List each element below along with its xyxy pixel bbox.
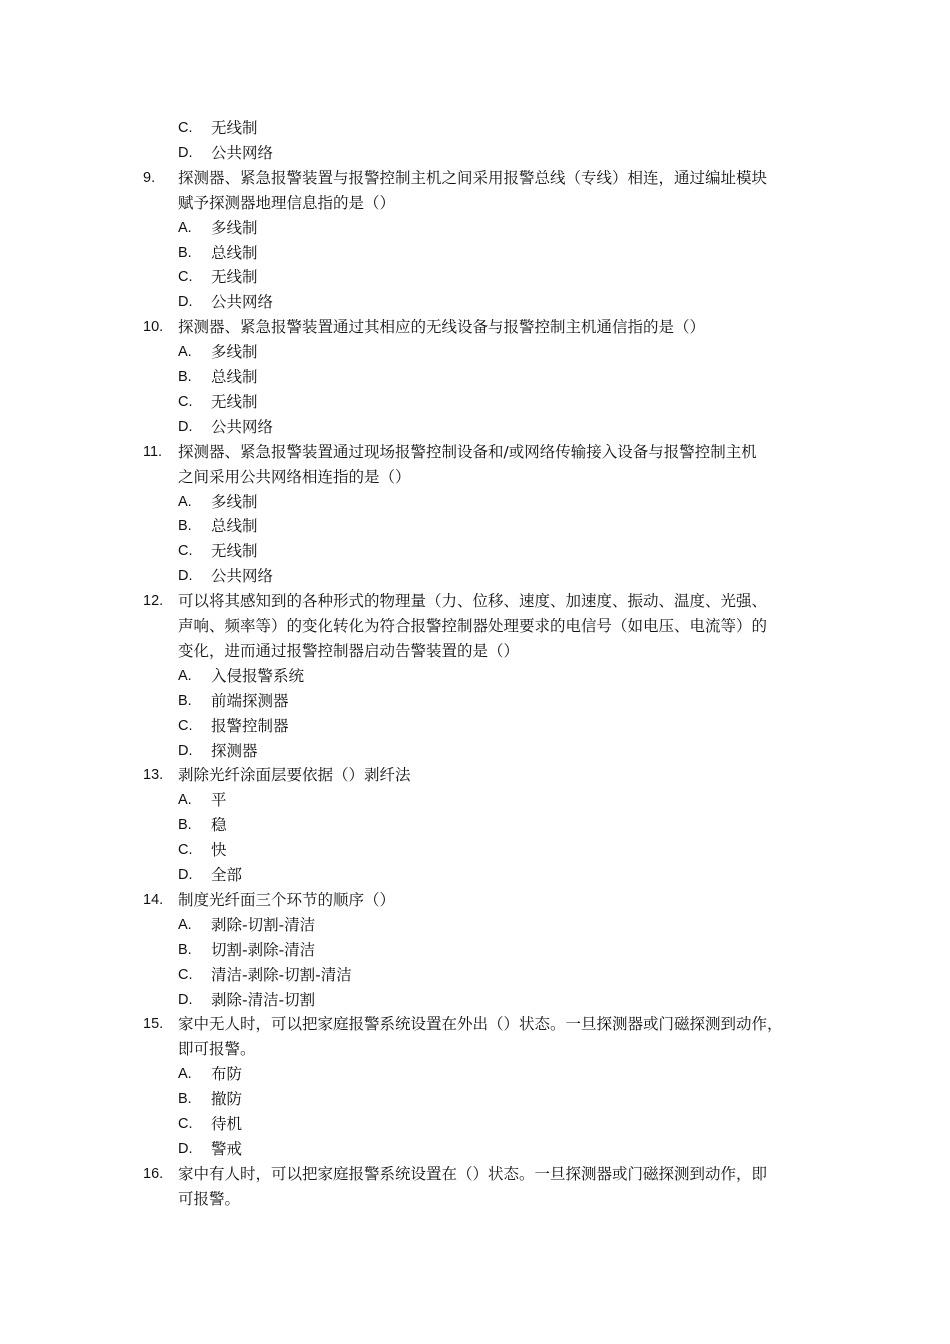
question-text: 即可报警。 [178, 1040, 256, 1059]
option-letter: C. [178, 543, 193, 560]
option-item [0, 1087, 950, 1112]
option-item [0, 1062, 950, 1087]
question-item [0, 440, 950, 465]
option-item [0, 116, 950, 141]
question-number: 10. [143, 319, 164, 336]
option-item [0, 739, 950, 764]
option-letter: C. [178, 393, 193, 410]
option-text: 公共网络 [211, 293, 274, 312]
option-text: 多线制 [211, 343, 258, 362]
option-text: 总线制 [211, 517, 258, 536]
question-text: 探测器、紧急报警装置通过现场报警控制设备和/或网络传输接入设备与报警控制主机 [178, 442, 757, 461]
option-letter: C. [178, 717, 193, 734]
option-letter: C. [178, 842, 193, 859]
option-item [0, 390, 950, 415]
question-item [0, 888, 950, 913]
option-item [0, 365, 950, 390]
option-text: 全部 [211, 866, 243, 884]
option-item [0, 290, 950, 315]
option-text: 公共网络 [211, 417, 274, 436]
option-text: 切割-剥除-清洁 [211, 940, 316, 959]
option-item [0, 564, 950, 589]
option-text: 无线制 [211, 268, 258, 287]
option-letter: C. [178, 966, 193, 983]
question-item [0, 589, 950, 614]
option-text: 撤防 [211, 1090, 243, 1109]
option-text: 清洁-剥除-切割-清洁 [211, 965, 352, 984]
question-number: 16. [143, 1165, 164, 1182]
option-letter: D. [178, 144, 193, 161]
option-text: 报警控制器 [211, 716, 289, 735]
option-item [0, 1112, 950, 1137]
option-text: 快 [211, 841, 227, 860]
question-text: 可以将其感知到的各种形式的物理量（力、位移、速度、加速度、振动、温度、光强、 [178, 592, 768, 611]
option-item [0, 988, 950, 1013]
option-item [0, 664, 950, 689]
option-text: 稳 [211, 816, 227, 835]
option-letter: B. [178, 244, 192, 261]
option-item [0, 788, 950, 813]
option-item [0, 265, 950, 290]
question-text-continuation [0, 1037, 950, 1062]
option-item [0, 539, 950, 564]
question-item [0, 166, 950, 191]
option-text: 多线制 [211, 218, 258, 237]
option-item [0, 216, 950, 241]
question-item [0, 315, 950, 340]
question-text: 赋予探测器地理信息指的是（） [178, 193, 396, 212]
question-number: 14. [143, 891, 164, 908]
option-letter: B. [178, 692, 192, 709]
option-item [0, 514, 950, 539]
option-text: 待机 [211, 1115, 243, 1133]
question-number: 12. [143, 593, 164, 610]
option-text: 前端探测器 [211, 691, 289, 710]
option-item [0, 490, 950, 515]
question-text: 之间采用公共网络相连指的是（） [178, 467, 411, 486]
option-text: 探测器 [211, 741, 258, 760]
question-number: 13. [143, 767, 164, 784]
option-text: 平 [211, 791, 227, 810]
question-text-continuation [0, 614, 950, 639]
question-text: 家中无人时，可以把家庭报警系统设置在外出（）状态。一旦探测器或门磁探测到动作， [178, 1015, 783, 1034]
option-letter: A. [178, 219, 192, 236]
question-text: 家中有人时，可以把家庭报警系统设置在（）状态。一旦探测器或门磁探测到动作，即 [178, 1164, 768, 1183]
option-letter: B. [178, 369, 192, 385]
option-letter: C. [178, 120, 193, 136]
option-text: 无线制 [211, 392, 258, 411]
option-text: 总线制 [211, 243, 258, 262]
option-letter: D. [178, 294, 193, 311]
option-letter: D. [178, 991, 193, 1008]
option-letter: C. [178, 1116, 193, 1132]
option-letter: B. [178, 941, 192, 958]
option-item [0, 415, 950, 440]
question-text: 探测器、紧急报警装置与报警控制主机之间采用报警总线（专线）相连，通过编址模块 [178, 168, 768, 187]
question-number: 11. [143, 443, 163, 460]
option-item [0, 913, 950, 938]
option-item [0, 838, 950, 863]
option-text: 公共网络 [211, 567, 274, 586]
question-text: 剥除光纤涂面层要依据（）剥纤法 [178, 766, 411, 785]
question-text: 变化，进而通过报警控制器启动告警装置的是（） [178, 641, 520, 660]
option-text: 无线制 [211, 119, 258, 137]
question-text-continuation [0, 1187, 950, 1212]
option-letter: A. [178, 344, 192, 361]
option-letter: B. [178, 817, 192, 834]
option-item [0, 863, 950, 888]
option-item [0, 1137, 950, 1162]
question-text: 制度光纤面三个环节的顺序（） [178, 890, 396, 909]
option-letter: A. [178, 667, 192, 684]
option-letter: D. [178, 1140, 193, 1157]
option-letter: C. [178, 269, 193, 286]
option-letter: D. [178, 568, 193, 585]
option-text: 总线制 [211, 368, 258, 386]
question-item [0, 1162, 950, 1187]
option-letter: A. [178, 1066, 192, 1083]
option-item [0, 689, 950, 714]
question-number: 15. [143, 1016, 164, 1033]
question-text: 可报警。 [178, 1189, 241, 1208]
option-text: 多线制 [211, 492, 258, 511]
option-text: 公共网络 [211, 143, 274, 162]
option-letter: A. [178, 916, 192, 933]
option-letter: D. [178, 867, 193, 883]
option-item [0, 938, 950, 963]
option-letter: A. [178, 493, 192, 510]
question-text-continuation [0, 639, 950, 664]
option-item [0, 714, 950, 739]
option-letter: A. [178, 792, 192, 809]
option-item [0, 241, 950, 266]
question-item [0, 1012, 950, 1037]
option-letter: D. [178, 418, 193, 435]
option-letter: B. [178, 518, 192, 535]
option-item [0, 813, 950, 838]
option-item [0, 340, 950, 365]
option-text: 警戒 [211, 1139, 243, 1158]
option-item [0, 963, 950, 988]
option-text: 入侵报警系统 [211, 666, 305, 685]
question-text-continuation [0, 465, 950, 490]
question-text: 声响、频率等）的变化转化为符合报警控制器处理要求的电信号（如电压、电流等）的 [178, 617, 768, 635]
question-number: 9. [143, 169, 156, 186]
option-text: 布防 [211, 1065, 243, 1084]
option-letter: B. [178, 1091, 192, 1108]
option-item [0, 141, 950, 166]
option-letter: D. [178, 742, 193, 759]
option-text: 无线制 [211, 542, 258, 561]
option-text: 剥除-清洁-切割 [211, 990, 316, 1009]
question-text: 探测器、紧急报警装置通过其相应的无线设备与报警控制主机通信指的是（） [178, 318, 706, 337]
question-text-continuation [0, 191, 950, 216]
option-text: 剥除-切割-清洁 [211, 915, 316, 934]
question-item [0, 763, 950, 788]
